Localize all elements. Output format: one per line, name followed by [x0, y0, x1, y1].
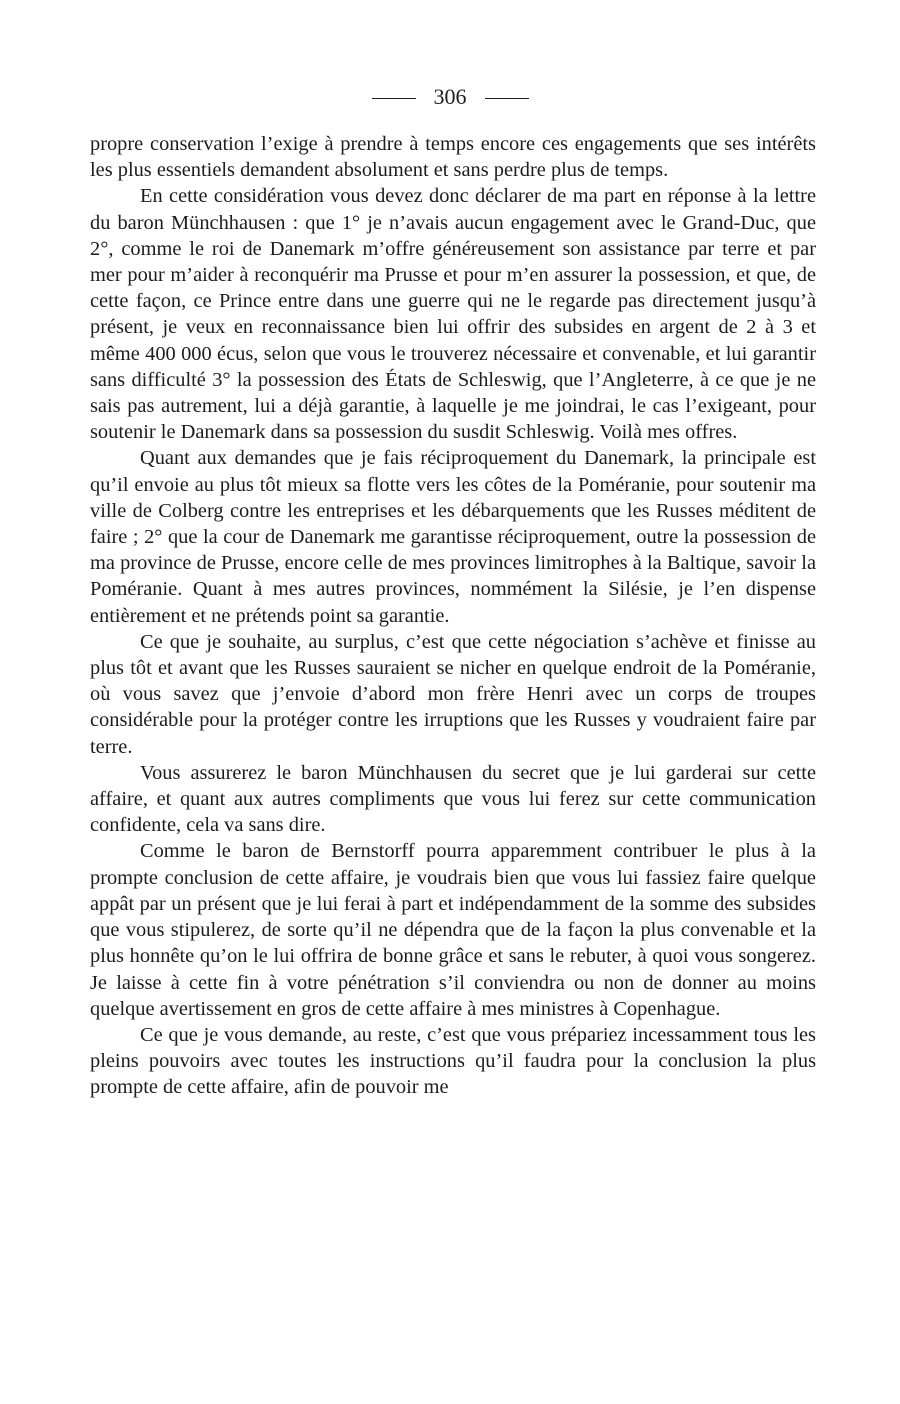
paragraph-6: Comme le baron de Bernstorff pourra apparemment contribuer le plus à la prompte conclusion de cette affaire, je voudrais bien que vous lui fassiez faire quelque appât par un présent que je lui ferai à part et indépendamment de la somme des subsides que vous stipulerez, de sorte qu’il ne dépendra que de la façon la plus convenable et la plus honnête qu’on le lui offrira de bonne grâce et sans le rebuter, à quoi vous songerez. Je laisse à cette fin à votre pénétration s’il conviendra ou non de donner au moins quelque avertissement en gros de cette affaire à mes ministres à Copenhague. [90, 840, 816, 1020]
page-header [0, 82, 900, 112]
body-text [90, 131, 816, 1101]
header-dash-right [485, 98, 529, 99]
header-dash-left [372, 98, 416, 99]
paragraph-4: Ce que je souhaite, au surplus, c’est que cette négociation s’achève et finisse au plus tôt et avant que les Russes sauraient se nicher en quelque endroit de la Poméranie, où vous savez que j’envoie d’abord mon frère Henri avec un corps de troupes considérable pour la protéger contre les irruptions que les Russes y voudraient faire par terre. [90, 630, 816, 758]
paragraph-7: Ce que je vous demande, au reste, c’est que vous prépariez incessamment tous les pleins pouvoirs avec toutes les instructions qu’il faudra pour la conclusion la plus prompte de cette affaire, afin de pouvoir me [90, 1023, 816, 1099]
paragraph-5: Vous assurerez le baron Münchhausen du secret que je lui garderai sur cette affaire, et quant aux autres compliments que vous lui ferez sur cette communication confidente, cela va sans dire. [90, 761, 816, 837]
page-number: 306 [433, 84, 467, 109]
paragraph-2: En cette considération vous devez donc déclarer de ma part en réponse à la lettre du baron Münchhausen : que 1° je n’avais aucun engagement avec le Grand-Duc, que 2°, comme le roi de Danemark m’offre généreusement son assistance par terre et par mer pour m’aider à reconquérir ma Prusse et pour m’en assurer la possession, et que, de cette façon, ce Prince entre dans une guerre qui ne le regarde pas directement jusqu’à présent, je veux en reconnaissance bien lui offrir des subsides en argent de 2 à 3 et même 400 000 écus, selon que vous le trouverez nécessaire et convenable, et lui garantir sans difficulté 3° la possession des États de Schleswig, que l’Angleterre, à ce que je ne sais pas autrement, lui a déjà garantie, à laquelle je me joindrai, le cas l’exigeant, pour soutenir le Danemark dans sa possession du susdit Schleswig. Voilà mes offres. [90, 185, 816, 444]
paragraph-3: Quant aux demandes que je fais réciproquement du Danemark, la principale est qu’il envoie au plus tôt mieux sa flotte vers les côtes de la Poméranie, pour soutenir ma ville de Colberg contre les entreprises et les débarquements que les Russes méditent de faire ; 2° que la cour de Danemark me garantisse réciproquement, outre la possession de ma province de Prusse, encore celle de mes provinces limitrophes à la Baltique, savoir la Poméranie. Quant à mes autres provinces, nommément la Silésie, je l’en dispense entièrement et ne prétends point sa garantie. [90, 447, 816, 627]
paragraph-1: propre conservation l’exige à prendre à temps encore ces engagements que ses intérêts les plus essentiels demandent absolument et sans perdre plus de temps. [90, 133, 816, 182]
